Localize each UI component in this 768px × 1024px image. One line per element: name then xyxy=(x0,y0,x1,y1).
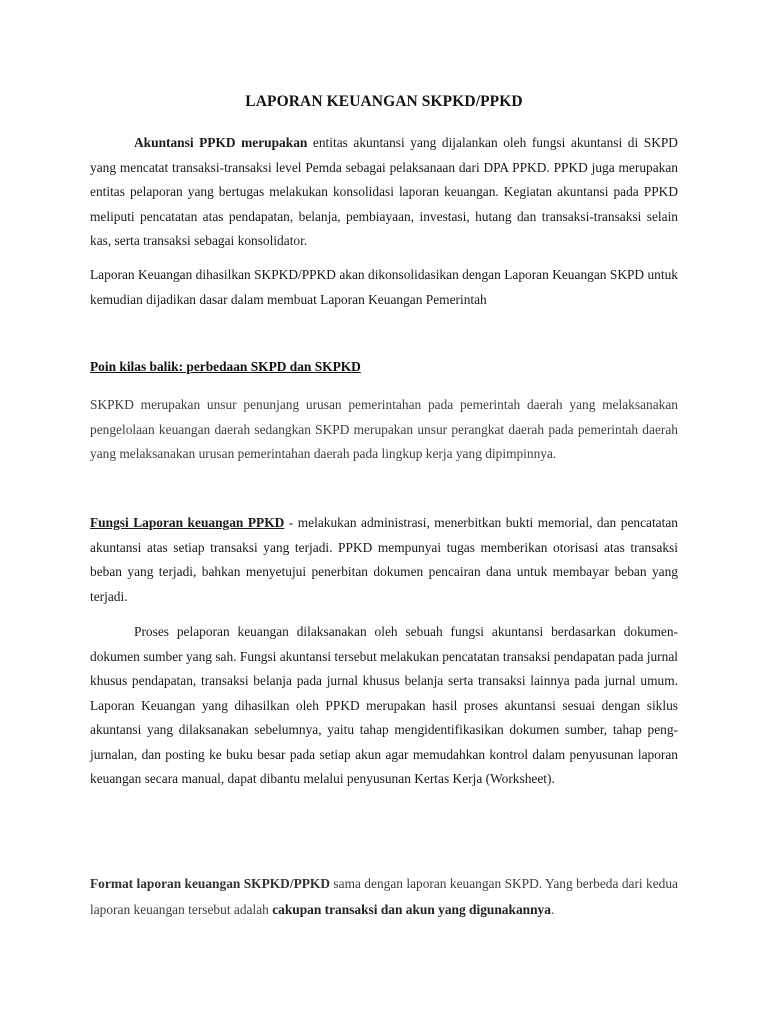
document-title: LAPORAN KEUANGAN SKPKD/PPKD xyxy=(245,93,523,110)
paragraph-lead-bold: Format laporan keuangan SKPKD/PPKD xyxy=(90,876,331,891)
paragraph-skpkd-definition: SKPKD merupakan unsur penunjang urusan pemerintahan pada pemerintah daerah yang melaksanakan pengelolaan keuangan daerah sedangkan SKPD merupakan unsur perangkat daerah pada pemerintah daerah yang melaksanakan urusan pemerintahan daerah pada lingkup kerja yang dipimpinnya. xyxy=(90,397,678,461)
paragraph-proses-pelaporan: Proses pelaporan keuangan dilaksanakan oleh sebuah fungsi akuntansi berdasarkan dokumen-dokumen sumber yang sah. Fungsi akuntansi tersebut melakukan pencatatan transaksi pendapatan pada jurnal khusus pendapatan, transaksi belanja pada jurnal khusus belanja serta transaksi lainnya pada jurnal umum. Laporan Keuangan yang dihasilkan oleh PPKD merupakan hasil proses akuntansi sesuai dengan siklus akuntansi yang dilaksanakan sebelumnya, yaitu tahap mengidentifikasikan dokumen sumber, tahap peng-jurnalan, dan posting ke buku besar pada setiap akun agar memudahkan kontrol dalam penyusunan laporan keuangan secara manual, dapat dibantu melalui penyusunan Kertas Kerja (Worksheet). xyxy=(90,624,678,786)
paragraph-text: sama dengan laporan keuangan SKPD. Yang berbeda dari kedua laporan keuangan tersebut adalah xyxy=(90,876,678,917)
paragraph-text: - melakukan administrasi, menerbitkan bukti memorial, dan pencatatan akuntansi atas setiap transaksi yang terjadi. PPKD mempunyai tugas memberikan otorisasi atas transaksi beban yang terjadi, bahkan menyetujui penerbitan dokumen pencairan dana untuk membayar beban yang terjadi. xyxy=(90,515,678,604)
paragraph-fungsi-laporan xyxy=(90,511,678,609)
section-heading-poin-kilas-balik: Poin kilas balik: perbedaan SKPD dan SKPKD xyxy=(90,359,361,374)
paragraph-akuntansi-ppkd xyxy=(90,131,678,254)
paragraph-lead-bold-underline: Fungsi Laporan keuangan PPKD xyxy=(90,515,285,530)
paragraph-laporan-dihasilkan: Laporan Keuangan dihasilkan SKPKD/PPKD akan dikonsolidasikan dengan Laporan Keuangan SKPD untuk kemudian dijadikan dasar dalam membuat Laporan Keuangan Pemerintah xyxy=(90,267,678,307)
paragraph-text: entitas akuntansi yang dijalankan oleh fungsi akuntansi di SKPD yang mencatat transaksi-transaksi level Pemda sebagai pelaksanaan dari DPA PPKD. PPKD juga merupakan entitas pelaporan yang bertugas melakukan konsolidasi laporan keuangan. Kegiatan akuntansi pada PPKD meliputi pencatatan atas pendapatan, belanja, pembiayaan, investasi, hutang dan transaksi-transaksi selain kas, serta transaksi sebagai konsolidator. xyxy=(90,135,678,248)
paragraph-lead-bold: Akuntansi PPKD merupakan xyxy=(134,135,308,150)
paragraph-end: . xyxy=(550,902,555,917)
paragraph-bold-tail: cakupan transaksi dan akun yang digunakannya xyxy=(272,902,551,917)
paragraph-format-laporan xyxy=(90,871,678,923)
